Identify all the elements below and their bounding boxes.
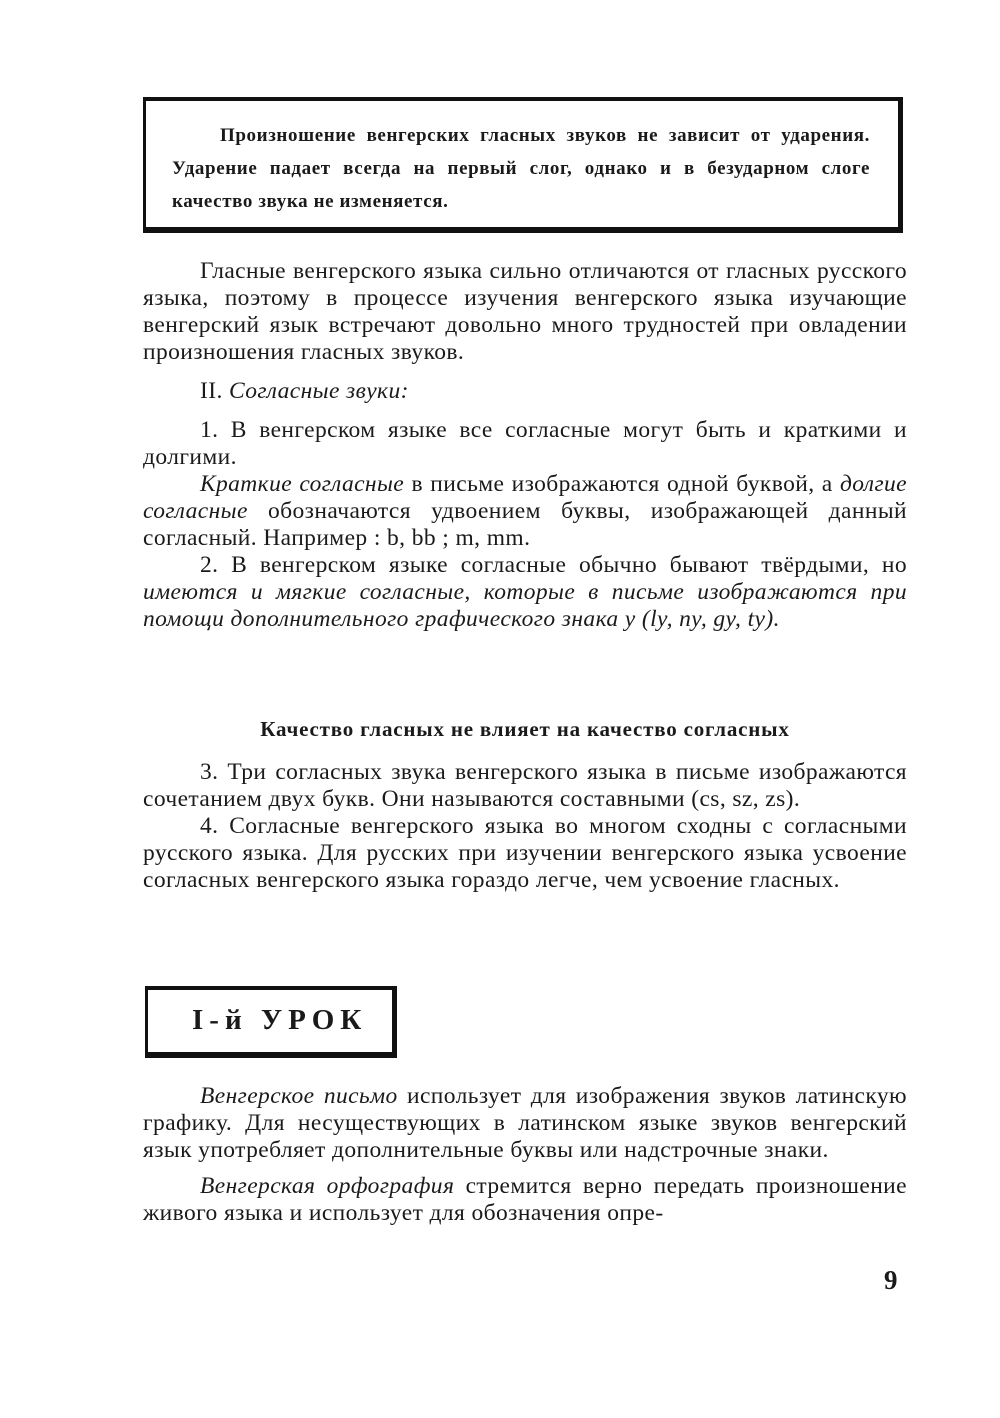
subheading-title: Согласные звуки: (229, 378, 409, 404)
text-segment: в письме изображаются одной буквой, а (404, 471, 840, 497)
section-lesson-one (143, 1083, 907, 1227)
text-segment: обозначаются удвоением буквы, изображающей данный согласный. Например : b, bb ; m, mm. (143, 498, 907, 551)
text-segment: стремится верно передать произношение живого языка и использует для обозначения опре- (143, 1173, 907, 1226)
lesson-title: I-й УРОК (192, 1004, 368, 1036)
paragraph-orthography (143, 1173, 907, 1227)
text-segment: 2. В венгерском языке согласные обычно бывают твёрдыми, но (200, 552, 907, 578)
paragraph-similarity: 4. Согласные венгерского языка во многом сходны с согласными русского языка. Для русских при изучении венгерского языка усвоение согласных венгерского языка гораздо легче, чем усвоение гласных. (143, 813, 907, 893)
paragraph-short-long-example (143, 471, 907, 552)
term-hungarian-writing: Венгерское письмо (200, 1083, 398, 1109)
stress-note-text: Произношение венгерских гласных звуков не зависит от ударения. Ударение падает всегда на первый слог, однако и в безударном слоге качество звука не изменяется. (172, 125, 870, 212)
page-number: 9 (884, 1265, 898, 1295)
paragraph-hard-soft (143, 552, 907, 633)
paragraph-compound: 3. Три согласных звука венгерского языка в письме изображаются сочетанием двух букв. Они называются составными (cs, sz, zs). (143, 759, 907, 812)
section-compound-consonants (143, 759, 907, 894)
paragraph-writing (143, 1083, 907, 1164)
paragraph-vowels: Гласные венгерского языка сильно отличаются от гласных русского языка, поэтому в процессе изучения венгерского языка изучающие венгерский язык встречают довольно много трудностей при овладении произношения гласных звуков. (143, 258, 907, 365)
term-long-consonants: долгие согласные (143, 471, 908, 524)
section-heading: Качество гласных не влияет на качество согласных (260, 717, 790, 741)
text-segment: использует для изображения звуков латинскую графику. Для несуществующих в латинском языке звуков венгерский язык употребляет дополнительные буквы или надстрочные знаки. (143, 1083, 907, 1163)
section-vowels-consonants (143, 258, 907, 633)
soft-consonants-note: имеются и мягкие согласные, которые в письме изображаются при помощи дополнительного графического знака y (ly, ny, gy, ty). (143, 579, 907, 632)
paragraph-short-long: 1. В венгерском языке все согласные могут быть и краткими и долгими. (143, 417, 907, 470)
subheading-consonants (143, 378, 907, 405)
term-short-consonants: Краткие согласные (200, 471, 405, 497)
lesson-title-box (145, 986, 397, 1058)
subheading-number: II. (200, 378, 223, 404)
term-hungarian-orthography: Венгерская орфография (200, 1173, 455, 1199)
stress-note-box (143, 97, 903, 233)
